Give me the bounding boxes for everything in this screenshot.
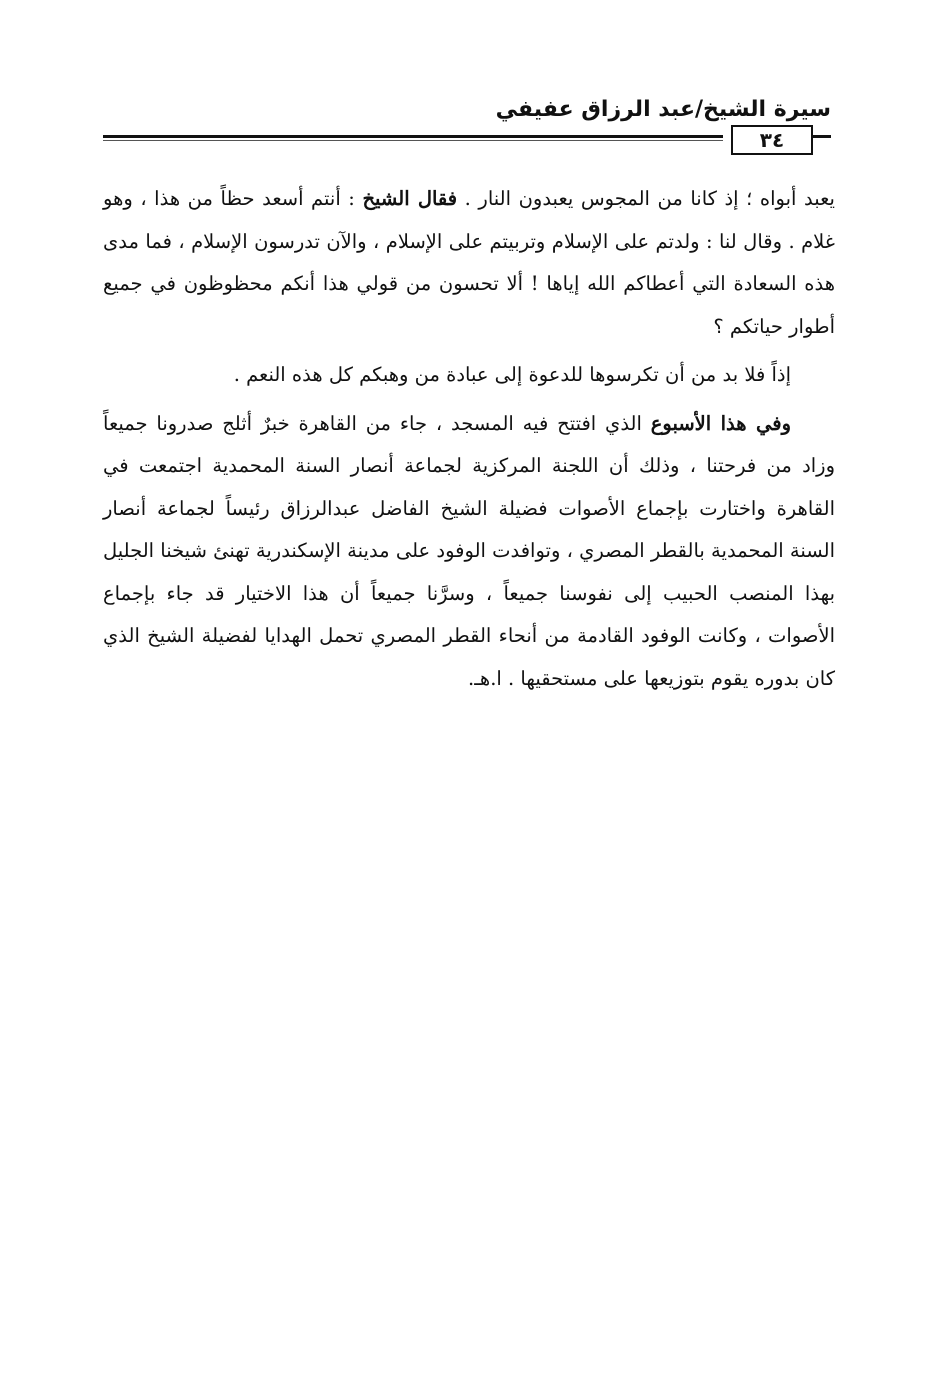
paragraph-3-text: الذي افتتح فيه المسجد ، جاء من القاهرة خبرٌ أثلج صدرونا جميعاً وزاد من فرحتنا ، وذلك أن اللجنة المركزية لجماعة أنصار السنة المحمدية اجتمعت في القاهرة واختارت بإجماع الأصوات فضيلة الشيخ الفاضل عبدالرزاق رئيساً لجماعة أنصار السنة المحمدية بالقطر المصري ، وتوافدت الوفود على مدينة الإسكندرية تهنئ شيخنا الجليل بهذا المنصب الحبيب إلى نفوسنا جميعاً ، وسرَّنا جميعاً أن هذا الاختيار قد جاء بإجماع الأصوات ، وكانت الوفود القادمة من أنحاء القطر المصري تحمل الهدايا لفضيلة الشيخ الذي كان بدوره يقوم بتوزيعها على مستحقيها . ا.هـ. [103, 411, 835, 690]
header-rule-thick [103, 135, 723, 138]
page-header [103, 95, 831, 155]
page-number: ٣٤ [731, 125, 813, 155]
paragraph-2: إذاً فلا بد من أن تكرسوها للدعوة إلى عبادة من وهبكم كل هذه النعم . [233, 363, 791, 386]
header-rule-stub [813, 135, 831, 138]
paragraph-1 [103, 178, 835, 348]
running-title: سيرة الشيخ/عبد الرزاق عفيفي [495, 97, 831, 122]
paragraph-1-text-b: : أنتم أسعد حظاً من هذا ، وهو غلام . وقال لنا : ولدتم على الإسلام وتربيتم على الإسلام ، والآن تدرسون الإسلام ، فما مدى هذه السعادة التي أعطاكم الله إياها ! ألا تحسون من قولي هذا أنكم محظوظون في جميع أطوار حياتكم ؟ [103, 187, 835, 338]
body-text [103, 178, 835, 700]
header-rule-thin [103, 140, 723, 141]
paragraph-1-text-a: يعبد أبواه ؛ إذ كانا من المجوس يعبدون النار . [457, 187, 835, 210]
paragraph-3 [103, 403, 835, 701]
paragraph-1-bold: فقال الشيخ [362, 187, 458, 210]
paragraph-3-bold: وفي هذا الأسبوع [650, 411, 791, 435]
